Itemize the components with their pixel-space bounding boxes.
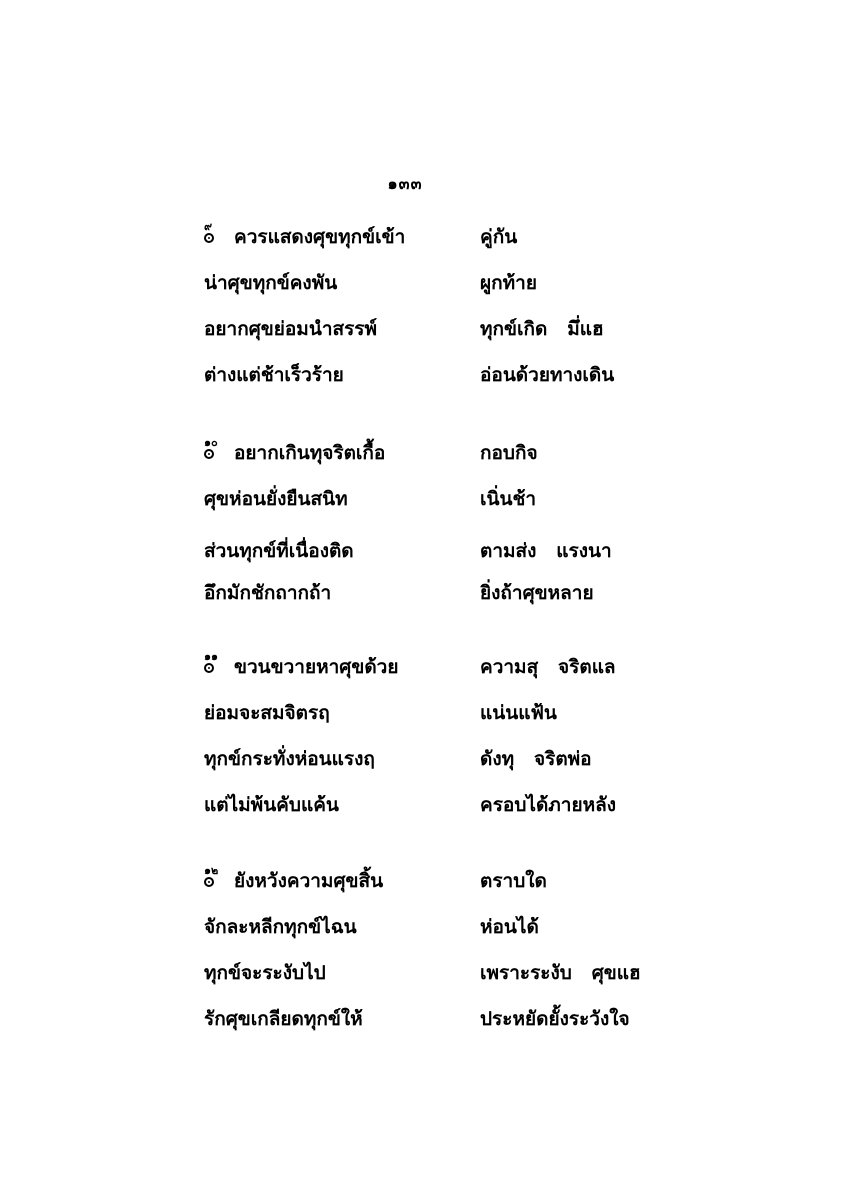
circle-bullet-icon: [204, 877, 214, 887]
verse-right: คู่กัน: [480, 226, 518, 248]
verse-left: ควรแสดงศุขทุกข์เข้า: [234, 226, 406, 248]
verse-line: [0, 360, 851, 394]
verse-left: จักละหลีกทุกข์ไฉน: [204, 916, 357, 938]
page-number: ๑๓๓: [387, 174, 423, 193]
verse-right: กอบกิจ: [480, 442, 538, 464]
stanza-number: ๑๐: [204, 435, 218, 449]
verse-right: ยิ่งถ้าศุขหลาย: [480, 582, 594, 604]
verse-line: [0, 219, 851, 256]
verse-left: อึกมักชักถากถ้า: [204, 582, 332, 604]
stanza-number: ๑๑: [204, 649, 218, 663]
verse-right: แน่นแฟ้น: [480, 702, 557, 724]
stanza-number-marker: [204, 649, 228, 681]
verse-right: ตามส่ง แรงนา: [480, 540, 612, 562]
verse-left: ทุกข์กระทั่งห่อนแรงฤ: [204, 748, 375, 770]
circle-bullet-icon: [204, 663, 214, 673]
verse-right: ตราบใด: [480, 870, 547, 892]
verse-left: น่าศุขทุกข์คงพัน: [204, 272, 338, 294]
verse-line: [0, 790, 851, 824]
verse-left: ย่อมจะสมจิตรฤ: [204, 702, 330, 724]
verse-line: [0, 578, 851, 612]
verse-left: ส่วนทุกข์ที่เนื่องติด: [204, 540, 354, 562]
stanza-number-marker: [204, 219, 228, 251]
verse-left: ทุกข์จะระงับไป: [204, 962, 326, 984]
verse-line: [0, 435, 851, 472]
verse-left: อยากเกินทุจริตเกื้อ: [234, 442, 386, 464]
circle-bullet-icon: [204, 449, 214, 459]
verse-right: ความสุ จริตแล: [480, 656, 616, 678]
verse-left: แต่ไม่พ้นคับแค้น: [204, 794, 339, 816]
verse-right: ทุกข์เกิด มึ่แฮ: [480, 318, 604, 340]
verse-line: [0, 649, 851, 686]
circle-bullet-icon: [204, 233, 214, 243]
verse-left: ยังหวังความศุขสิ้น: [234, 870, 384, 892]
verse-line: [0, 698, 851, 732]
verse-left: ขวนขวายหาศุขด้วย: [234, 656, 399, 678]
verse-line: [0, 314, 851, 348]
verse-line: [0, 912, 851, 946]
stanza-number: ๑๒: [204, 863, 219, 877]
verse-left: รักศุขเกลียดทุกข์ให้: [204, 1008, 363, 1030]
verse-line: [0, 958, 851, 992]
stanza-number: ๙: [204, 219, 213, 233]
verse-right: ผูกท้าย: [480, 272, 537, 294]
verse-right: ห่อนได้: [480, 916, 539, 938]
verse-line: [0, 744, 851, 778]
verse-left: ต่างแต่ช้าเร็วร้าย: [204, 364, 344, 386]
verse-right: ดังทุ จริตพ่อ: [480, 748, 592, 770]
verse-left: อยากศุขย่อมนำสรรพ์: [204, 318, 378, 340]
stanza-number-marker: [204, 435, 228, 467]
verse-right: ครอบได้ภายหลัง: [480, 794, 617, 816]
verse-line: [0, 863, 851, 900]
verse-line: [0, 268, 851, 302]
verse-right: ประหยัดยั้งระวังใจ: [480, 1008, 630, 1030]
verse-line: [0, 536, 851, 570]
verse-line: [0, 1004, 851, 1038]
stanza-number-marker: [204, 863, 228, 895]
verse-line: [0, 484, 851, 518]
verse-left: ศุขห่อนยั่งยืนสนิท: [204, 488, 348, 510]
verse-right: เพราะระงับ ศุขแฮ: [480, 962, 641, 984]
verse-right: เนิ่นช้า: [480, 488, 537, 510]
verse-right: อ่อนด้วยทางเดิน: [480, 364, 615, 386]
